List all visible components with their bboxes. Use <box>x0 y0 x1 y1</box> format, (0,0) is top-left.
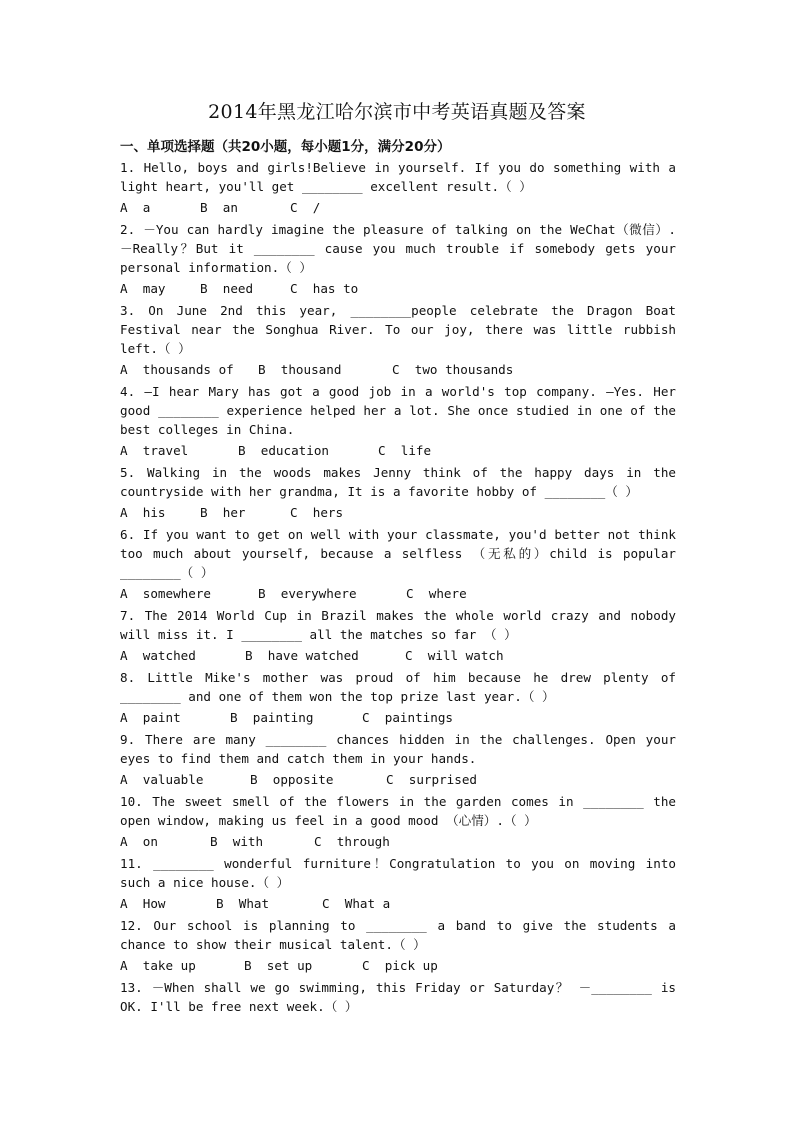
option-c: C pick up <box>362 958 438 973</box>
option-c: C will watch <box>405 648 504 663</box>
option-a: A travel <box>120 443 189 458</box>
answer-options <box>120 278 676 299</box>
question-8 <box>120 668 676 728</box>
answer-options <box>120 831 676 852</box>
option-a: A may <box>120 281 166 296</box>
option-b: B need <box>200 281 254 296</box>
option-c: C life <box>378 443 432 458</box>
answer-options <box>120 359 676 380</box>
option-a: A paint <box>120 710 181 725</box>
option-b: B set up <box>244 958 313 973</box>
question-2 <box>120 220 676 299</box>
question-stem: 7. The 2014 World Cup in Brazil makes the whole world crazy and nobody will miss it. I ________ all the matches so far （ ） <box>120 608 676 642</box>
answer-options <box>120 197 676 218</box>
option-a: A How <box>120 896 166 911</box>
option-a: A his <box>120 505 166 520</box>
answer-options <box>120 440 676 461</box>
answer-options <box>120 707 676 728</box>
answer-options <box>120 583 676 604</box>
option-c: C hers <box>290 505 344 520</box>
answer-options <box>120 893 676 914</box>
question-9 <box>120 730 676 790</box>
question-stem: 6. If you want to get on well with your classmate, you'd better not think too much about yourself, because a selfless （无私的）child is popular ________（ ） <box>120 527 676 580</box>
question-stem: 12. Our school is planning to ________ a band to give the students a chance to show their musical talent.（ ） <box>120 918 676 952</box>
answer-options <box>120 645 676 666</box>
question-stem: 13. －When shall we go swimming, this Friday or Saturday？ －________ is OK. I'll be free next week.（ ） <box>120 980 676 1014</box>
option-b: B painting <box>230 710 314 725</box>
option-a: A on <box>120 834 158 849</box>
option-b: B an <box>200 200 238 215</box>
question-7 <box>120 606 676 666</box>
question-12 <box>120 916 676 976</box>
question-3 <box>120 301 676 380</box>
option-b: B everywhere <box>258 586 357 601</box>
question-stem: 3. On June 2nd this year, ________people celebrate the Dragon Boat Festival near the Songhua River. To our joy, there was little rubbish left.（ ） <box>120 303 676 356</box>
question-stem: 9. There are many ________ chances hidden in the challenges. Open your eyes to find them and catch them in your hands. <box>120 732 676 766</box>
question-stem: 2. －You can hardly imagine the pleasure of talking on the WeChat（微信）. －Really？But it ________ cause you much trouble if somebody gets your personal information.（ ） <box>120 222 676 275</box>
question-11 <box>120 854 676 914</box>
question-stem: 1. Hello, boys and girls!Believe in yourself. If you do something with a light heart, you'll get ________ excellent result.（ ） <box>120 160 676 194</box>
option-c: C two thousands <box>392 362 514 377</box>
option-b: B thousand <box>258 362 342 377</box>
answer-options <box>120 769 676 790</box>
option-b: B education <box>238 443 329 458</box>
question-stem: 5. Walking in the woods makes Jenny think of the happy days in the countryside with her grandma, It is a favorite hobby of ________（ ） <box>120 465 676 499</box>
option-b: B have watched <box>245 648 359 663</box>
option-b: B with <box>210 834 264 849</box>
question-list <box>120 158 676 1016</box>
option-a: A watched <box>120 648 196 663</box>
question-stem: 11. ________ wonderful furniture！Congratulation to you on moving into such a nice house.（ ） <box>120 856 676 890</box>
question-stem: 4. —I hear Mary has got a good job in a world's top company. —Yes. Her good ________ experience helped her a lot. She once studied in one of the best colleges in China. <box>120 384 676 437</box>
question-13 <box>120 978 676 1016</box>
section-heading: 一、单项选择题（共20小题，每小题1分，满分20分） <box>120 139 451 155</box>
option-b: B What <box>216 896 270 911</box>
option-c: C where <box>406 586 467 601</box>
option-b: B her <box>200 505 246 520</box>
question-10 <box>120 792 676 852</box>
option-b: B opposite <box>250 772 334 787</box>
option-c: C through <box>314 834 390 849</box>
question-4 <box>120 382 676 461</box>
answer-options <box>120 955 676 976</box>
option-c: C has to <box>290 281 359 296</box>
option-c: C paintings <box>362 710 453 725</box>
question-stem: 10. The sweet smell of the flowers in the garden comes in ________ the open window, making us feel in a good mood （心情）.（ ） <box>120 794 676 828</box>
answer-options <box>120 502 676 523</box>
option-a: A thousands of <box>120 362 234 377</box>
option-a: A valuable <box>120 772 204 787</box>
question-6 <box>120 525 676 604</box>
question-5 <box>120 463 676 523</box>
question-stem: 8. Little Mike's mother was proud of him because he drew plenty of ________ and one of them won the top prize last year.（ ） <box>120 670 676 704</box>
option-a: A a <box>120 200 151 215</box>
option-a: A somewhere <box>120 586 211 601</box>
option-a: A take up <box>120 958 196 973</box>
document-title: 2014年黑龙江哈尔滨市中考英语真题及答案 <box>208 101 586 123</box>
question-1 <box>120 158 676 218</box>
option-c: C / <box>290 200 321 215</box>
option-c: C surprised <box>386 772 477 787</box>
option-c: C What a <box>322 896 391 911</box>
